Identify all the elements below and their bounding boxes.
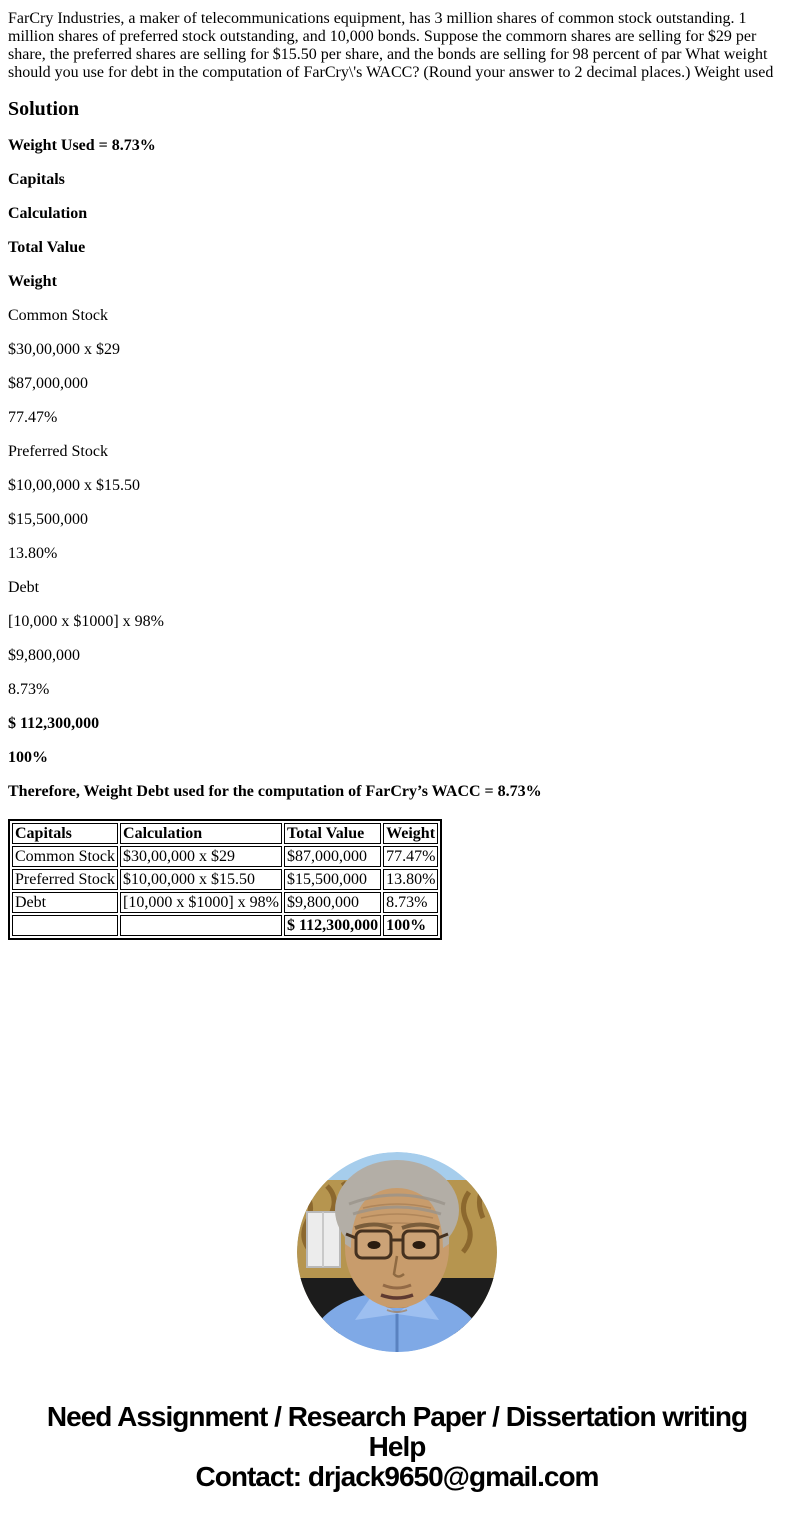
table-cell bbox=[120, 915, 282, 936]
table-cell: $15,500,000 bbox=[284, 869, 381, 890]
solution-line: Debt bbox=[8, 579, 40, 596]
table-cell: Common Stock bbox=[12, 846, 118, 867]
table-header-calculation: Calculation bbox=[120, 823, 282, 844]
solution-line: $ 112,300,000 bbox=[8, 715, 100, 732]
conclusion-line: Therefore, Weight Debt used for the computation of FarCry’s WACC = 8.73% bbox=[8, 783, 542, 800]
footer-contact-text: Contact: drjack9650@gmail.com bbox=[195, 1461, 599, 1492]
solution-line: 13.80% bbox=[8, 545, 58, 562]
solution-line: Calculation bbox=[8, 205, 88, 222]
footer-help-text: Need Assignment / Research Paper / Dissertation writing Help bbox=[46, 1401, 748, 1462]
table-cell: $87,000,000 bbox=[284, 846, 381, 867]
table-row bbox=[12, 846, 438, 867]
solution-line: Common Stock bbox=[8, 307, 109, 324]
solution-heading: Solution bbox=[8, 98, 80, 120]
solution-line: Preferred Stock bbox=[8, 443, 108, 460]
photo-section bbox=[8, 1152, 786, 1352]
solution-line: 100% bbox=[8, 749, 48, 766]
table-cell: $ 112,300,000 bbox=[284, 915, 381, 936]
solution-line: $30,00,000 x $29 bbox=[8, 341, 120, 358]
photo-eye-left bbox=[368, 1241, 381, 1249]
table-cell: Debt bbox=[12, 892, 118, 913]
wacc-table bbox=[8, 819, 442, 940]
solution-line: 8.73% bbox=[8, 681, 50, 698]
table-cell: [10,000 x $1000] x 98% bbox=[120, 892, 282, 913]
photo-eye-right bbox=[413, 1241, 426, 1249]
table-cell: 100% bbox=[383, 915, 438, 936]
solution-line: $9,800,000 bbox=[8, 647, 80, 664]
table-cell: 77.47% bbox=[383, 846, 438, 867]
table-cell: $10,00,000 x $15.50 bbox=[120, 869, 282, 890]
table-cell: Preferred Stock bbox=[12, 869, 118, 890]
table-cell: $9,800,000 bbox=[284, 892, 381, 913]
table-header-total-value: Total Value bbox=[284, 823, 381, 844]
profile-photo-illustration bbox=[297, 1152, 497, 1352]
solution-line: Capitals bbox=[8, 171, 65, 188]
table-row bbox=[12, 892, 438, 913]
table-body bbox=[12, 846, 438, 936]
table-cell bbox=[12, 915, 118, 936]
solution-line: 77.47% bbox=[8, 409, 58, 426]
table-cell: 8.73% bbox=[383, 892, 438, 913]
question-paragraph: FarCry Industries, a maker of telecommunications equipment, has 3 million shares of common stock outstanding. 1 million shares of preferred stock outstanding, and 10,000 bonds. Suppose the commorn shares are selling for $29 per share, the preferred shares are selling for $15.50 per share, and the bonds are selling for 98 percent of par What weight should you use for debt in the computation of FarCry\'s WACC? (Round your answer to 2 decimal places.) Weight used bbox=[8, 10, 774, 81]
solution-line: $87,000,000 bbox=[8, 375, 88, 392]
table-row bbox=[12, 869, 438, 890]
table-total-row bbox=[12, 915, 438, 936]
table-header-capitals: Capitals bbox=[12, 823, 118, 844]
solution-line: [10,000 x $1000] x 98% bbox=[8, 613, 164, 630]
profile-photo bbox=[297, 1152, 497, 1352]
table-header-row bbox=[12, 823, 438, 844]
table-header-weight: Weight bbox=[383, 823, 438, 844]
table-cell: 13.80% bbox=[383, 869, 438, 890]
solution-line: $15,500,000 bbox=[8, 511, 88, 528]
solution-line: $10,00,000 x $15.50 bbox=[8, 477, 140, 494]
solution-line: Total Value bbox=[8, 239, 86, 256]
solution-line: Weight Used = 8.73% bbox=[8, 137, 156, 154]
footer-banner bbox=[8, 1402, 786, 1492]
solution-line: Weight bbox=[8, 273, 57, 290]
table-cell: $30,00,000 x $29 bbox=[120, 846, 282, 867]
